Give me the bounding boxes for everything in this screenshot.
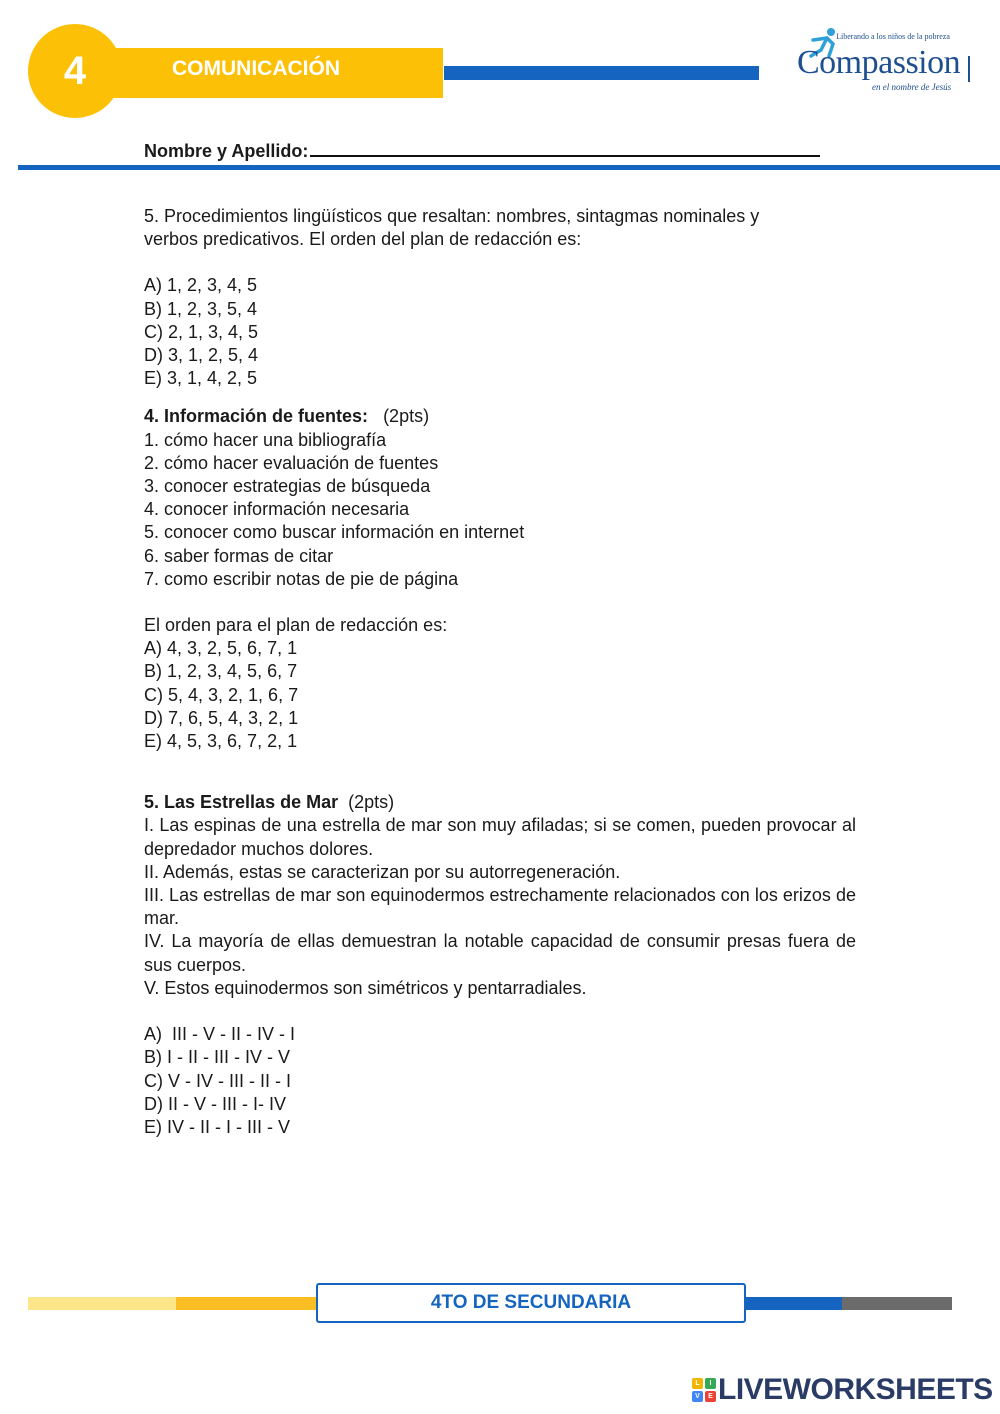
list-item: 1. cómo hacer una bibliografía [144,429,387,450]
option-c: C) V - IV - III - II - I [144,1070,291,1091]
sentence-i: I. Las espinas de una estrella de mar son muy afiladas; si se comen, pueden provocar al depredador muchos dolores. [144,815,856,859]
option-d: D) 7, 6, 5, 4, 3, 2, 1 [144,707,299,728]
list-item: 5. conocer como buscar información en internet [144,522,525,543]
option-a: A) 1, 2, 3, 4, 5 [144,275,258,296]
sentence-iii: III. Las estrellas de mar son equinodermos estrechamente relacionados con los erizos de mar. [144,885,856,929]
list-item: 6. saber formas de citar [144,545,334,566]
header-rule [18,165,1000,170]
grade-label: 4TO DE SECUNDARIA [316,1283,746,1323]
question-points: (2pts) [348,792,395,813]
option-b: B) 1, 2, 3, 4, 5, 6, 7 [144,661,298,682]
footer-band-light-yellow [28,1297,176,1310]
name-blank-line[interactable] [310,137,820,157]
unit-number-badge: 4 [28,24,122,118]
logo-tagline: Liberando a los niños de la pobreza [836,32,950,41]
list-item: 3. conocer estrategias de búsqueda [144,476,431,497]
list-item: 4. conocer información necesaria [144,499,410,520]
list-item: 2. cómo hacer evaluación de fuentes [144,452,439,473]
option-e: E) 3, 1, 4, 2, 5 [144,368,258,389]
option-d: D) II - V - III - I- IV [144,1093,286,1114]
option-d: D) 3, 1, 2, 5, 4 [144,345,259,366]
liveworksheets-brand[interactable]: LIVEWORKSHEETS [718,1373,993,1406]
logo-subtitle: en el nombre de Jesús [872,82,952,92]
option-e: E) IV - II - I - III - V [144,1116,291,1137]
logo-wordmark: Compassion [797,44,961,81]
footer-band-gray [842,1297,952,1310]
option-a: A) III - V - II - IV - I [144,1024,296,1045]
liveworksheets-icon: L I V E [692,1378,716,1402]
question-previous [144,205,856,390]
question-text-line: 5. Procedimientos lingüísticos que resaltan: nombres, sintagmas nominales y [144,206,760,226]
footer-band-yellow [176,1297,320,1310]
logo-divider [968,56,970,82]
question-title: 4. Información de fuentes: [144,406,369,427]
sentence-iv: IV. La mayoría de ellas demuestran la notable capacidad de consumir presas fuera de sus cuerpos. [144,931,856,975]
subject-title: COMUNICACIÓN [172,57,340,80]
question-5 [144,791,856,1139]
option-b: B) 1, 2, 3, 5, 4 [144,298,258,319]
question-4 [144,405,856,753]
question-points: (2pts) [383,406,430,427]
option-e: E) 4, 5, 3, 6, 7, 2, 1 [144,731,298,752]
worksheet-content [144,205,856,1139]
list-item: 7. como escribir notas de pie de página [144,568,459,589]
option-b: B) I - II - III - IV - V [144,1047,291,1068]
sentence-v: V. Estos equinodermos son simétricos y pentarradiales. [144,977,587,998]
name-field-row [144,137,820,162]
question-prompt: El orden para el plan de redacción es: [144,615,448,636]
question-title: 5. Las Estrellas de Mar [144,792,339,813]
option-c: C) 5, 4, 3, 2, 1, 6, 7 [144,684,299,705]
sentence-ii: II. Además, estas se caracterizan por su autorregeneración. [144,861,621,882]
header-blue-band [444,66,759,80]
option-c: C) 2, 1, 3, 4, 5 [144,321,259,342]
footer-band-blue [744,1297,842,1310]
option-a: A) 4, 3, 2, 5, 6, 7, 1 [144,638,298,659]
question-text-line: verbos predicativos. El orden del plan de redacción es: [144,229,582,250]
name-label: Nombre y Apellido: [144,141,309,161]
